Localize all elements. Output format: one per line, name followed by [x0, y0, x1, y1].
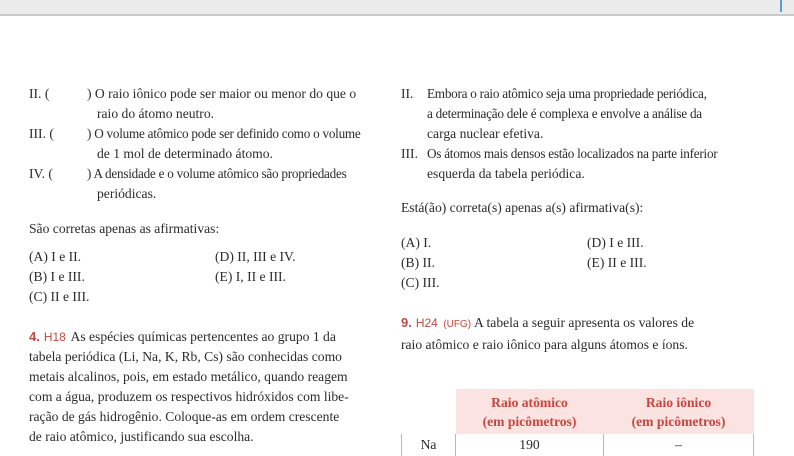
left-column	[29, 84, 389, 447]
statement-text: ) O volume atômico pode ser definido como o volume	[87, 126, 361, 141]
header-line: Raio atômico	[491, 395, 568, 410]
question-line: metais alcalinos, pois, em estado metálico, quando reagem	[29, 369, 348, 384]
statement-number: III. (	[29, 126, 54, 141]
question-number: 4.	[29, 329, 40, 344]
statement-continuation: esquerda da tabela periódica.	[427, 166, 585, 181]
statement-continuation: raio do átomo neutro.	[97, 106, 215, 121]
statement-iii-left	[29, 124, 389, 164]
question-line: ração de gás hidrogênio. Coloque-as em ordem crescente	[29, 409, 340, 424]
option-c[interactable]: (C) II e III.	[29, 289, 90, 304]
statement-ii-right	[401, 84, 761, 144]
question-prompt: Está(ão) correta(s) apenas a(s) afirmativa(s):	[401, 200, 644, 215]
option-c[interactable]: (C) III.	[401, 275, 440, 290]
statement-continuation: carga nuclear efetiva.	[427, 126, 544, 141]
statement-iii-right	[401, 144, 761, 184]
statement-text: Os átomos mais densos estão localizados na parte inferior	[427, 146, 718, 161]
statement-number: II.	[401, 86, 414, 101]
table-header-ionic-radius	[604, 389, 754, 434]
answer-options	[401, 233, 761, 293]
question-line: raio atômico e raio iônico para alguns átomos e íons.	[401, 337, 688, 352]
radius-table	[401, 389, 754, 456]
answer-options	[29, 247, 389, 307]
question-number: 9.	[401, 315, 412, 330]
option-e[interactable]: (E) II e III.	[587, 255, 647, 270]
option-e[interactable]: (E) I, II e III.	[215, 269, 286, 284]
skill-code: H24	[415, 316, 438, 330]
statement-iv-left	[29, 164, 389, 204]
question-line: com a água, produzem os respectivos hidróxidos com libe-	[29, 389, 349, 404]
option-a[interactable]: (A) I.	[401, 235, 432, 250]
header-line: (em picômetros)	[631, 414, 726, 429]
option-a[interactable]: (A) I e II.	[29, 249, 82, 264]
cell-atomic-radius: 190	[456, 434, 604, 456]
option-b[interactable]: (B) I e III.	[29, 269, 85, 284]
statement-continuation: de 1 mol de determinado átomo.	[97, 146, 273, 161]
cell-ionic-radius: –	[604, 434, 754, 456]
header-line: Raio iônico	[645, 395, 712, 410]
statement-ii-left	[29, 84, 389, 124]
cell-element: Na	[402, 434, 456, 456]
statement-text: ) O raio iônico pode ser maior ou menor do que o	[87, 86, 357, 101]
question-line: de raio atômico, justificando sua escolha.	[29, 429, 254, 444]
source-tag: (UFG)	[443, 319, 472, 330]
question-line: As espécies químicas pertencentes ao grupo 1 da	[70, 329, 336, 344]
statement-text: ) A densidade e o volume atômico são propriedades	[87, 166, 347, 181]
question-prompt: São corretas apenas as afirmativas:	[29, 221, 220, 236]
header-line: (em picômetros)	[482, 414, 577, 429]
statement-number: IV. (	[29, 166, 53, 181]
skill-code: H18	[43, 330, 66, 344]
top-toolbar-strip	[0, 0, 794, 16]
statement-number: III.	[401, 146, 418, 161]
question-9	[401, 313, 761, 355]
question-line: A tabela a seguir apresenta os valores de	[474, 315, 695, 330]
statement-continuation: periódicas.	[97, 186, 157, 201]
right-column	[401, 84, 761, 355]
statement-continuation: a determinação dele é complexa e envolve a análise da	[427, 106, 702, 121]
statement-text: Embora o raio atômico seja uma propriedade periódica,	[427, 86, 707, 101]
table-header-blank	[402, 389, 456, 434]
question-line: tabela periódica (Li, Na, K, Rb, Cs) são conhecidas como	[29, 349, 342, 364]
table-header-atomic-radius	[456, 389, 604, 434]
option-d[interactable]: (D) I e III.	[587, 235, 644, 250]
option-d[interactable]: (D) II, III e IV.	[215, 249, 296, 264]
scroll-indicator	[780, 0, 782, 12]
option-b[interactable]: (B) II.	[401, 255, 435, 270]
statement-number: II. (	[29, 86, 50, 101]
question-4	[29, 327, 389, 447]
